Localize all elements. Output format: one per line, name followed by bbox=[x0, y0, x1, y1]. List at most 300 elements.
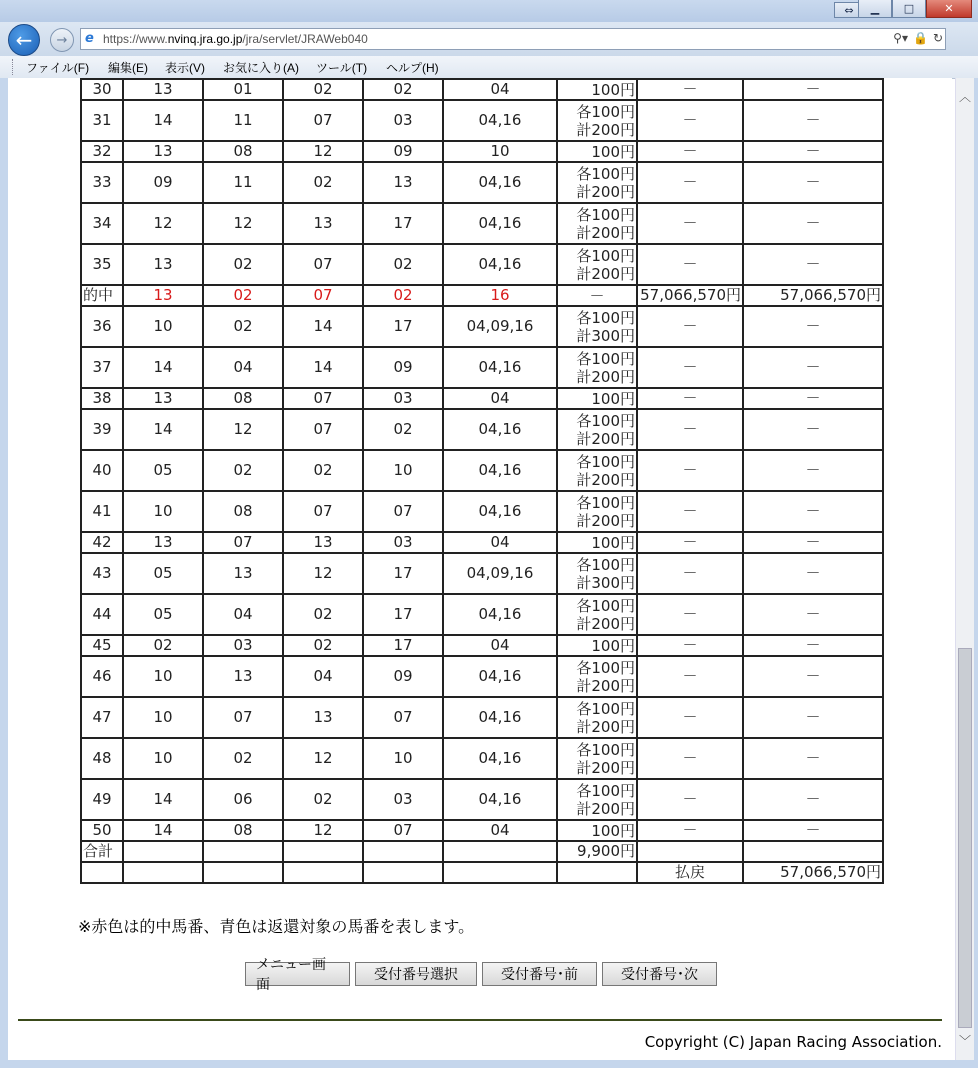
table-cell: － bbox=[743, 306, 883, 347]
refund-amount: 57,066,570円 bbox=[743, 862, 883, 883]
amount-line: 各100円 bbox=[576, 164, 635, 183]
amount-cell bbox=[557, 162, 637, 203]
window-frame-left bbox=[0, 78, 8, 1068]
table-cell: 36 bbox=[81, 306, 123, 347]
table-cell: 09 bbox=[123, 162, 203, 203]
table-row bbox=[81, 141, 883, 162]
footer-divider bbox=[18, 1019, 942, 1021]
table-row bbox=[81, 347, 883, 388]
amount-cell bbox=[557, 388, 637, 409]
table-row bbox=[81, 162, 883, 203]
table-cell: － bbox=[743, 656, 883, 697]
table-cell: 04,09,16 bbox=[443, 306, 557, 347]
amount-cell bbox=[557, 244, 637, 285]
table-cell bbox=[81, 862, 123, 883]
table-row bbox=[81, 594, 883, 635]
table-cell: － bbox=[637, 532, 743, 553]
table-cell: 12 bbox=[283, 141, 363, 162]
table-cell: 57,066,570円 bbox=[637, 285, 743, 306]
table-cell: － bbox=[743, 162, 883, 203]
table-cell: 07 bbox=[363, 820, 443, 841]
table-cell: 13 bbox=[123, 388, 203, 409]
table-cell: 14 bbox=[123, 779, 203, 820]
table-row bbox=[81, 697, 883, 738]
url-path: /jra/servlet/JRAWeb040 bbox=[242, 32, 368, 46]
table-cell: － bbox=[743, 532, 883, 553]
table-cell: 04,16 bbox=[443, 162, 557, 203]
table-cell bbox=[203, 841, 283, 862]
toolbar-grip bbox=[12, 59, 15, 75]
receipt-prev-button[interactable]: 受付番号･前 bbox=[482, 962, 597, 986]
table-cell: 16 bbox=[443, 285, 557, 306]
table-cell: 08 bbox=[203, 491, 283, 532]
menu-edit[interactable]: 編集(E) bbox=[108, 61, 148, 75]
table-cell: 04,16 bbox=[443, 347, 557, 388]
table-cell: 02 bbox=[363, 244, 443, 285]
amount-line: 各100円 bbox=[576, 658, 635, 677]
table-cell: 03 bbox=[363, 100, 443, 141]
menu-file[interactable]: ファイル(F) bbox=[26, 61, 90, 75]
table-cell: 04,16 bbox=[443, 409, 557, 450]
refund-row bbox=[81, 862, 883, 883]
amount-cell bbox=[557, 697, 637, 738]
table-cell: 02 bbox=[123, 635, 203, 656]
table-cell: 04,16 bbox=[443, 100, 557, 141]
table-cell bbox=[123, 862, 203, 883]
table-cell: － bbox=[743, 738, 883, 779]
amount-cell bbox=[557, 100, 637, 141]
table-cell: 03 bbox=[203, 635, 283, 656]
table-cell: 49 bbox=[81, 779, 123, 820]
table-row bbox=[81, 244, 883, 285]
url-domain: nvinq.jra.go.jp bbox=[167, 32, 243, 46]
table-cell: － bbox=[743, 450, 883, 491]
table-cell: 02 bbox=[283, 162, 363, 203]
amount-line: 100円 bbox=[591, 821, 635, 840]
amount-total-line: 計200円 bbox=[576, 429, 635, 448]
back-button[interactable] bbox=[8, 24, 40, 56]
table-cell: 17 bbox=[363, 635, 443, 656]
menu-help[interactable]: ヘルプ(H) bbox=[386, 61, 439, 75]
table-cell: 45 bbox=[81, 635, 123, 656]
amount-line: 各100円 bbox=[576, 781, 635, 800]
table-cell: 06 bbox=[203, 779, 283, 820]
table-cell: 13 bbox=[123, 532, 203, 553]
table-cell: － bbox=[743, 244, 883, 285]
table-cell: 08 bbox=[203, 820, 283, 841]
table-cell: － bbox=[743, 141, 883, 162]
amount-cell bbox=[557, 450, 637, 491]
table-cell: 03 bbox=[363, 532, 443, 553]
table-cell: 13 bbox=[203, 553, 283, 594]
amount-line: 各100円 bbox=[576, 493, 635, 512]
table-cell: 10 bbox=[443, 141, 557, 162]
table-cell: － bbox=[743, 347, 883, 388]
table-cell: 04,16 bbox=[443, 779, 557, 820]
table-cell: 03 bbox=[363, 388, 443, 409]
maximize-button[interactable]: □ bbox=[892, 0, 926, 18]
table-cell: 17 bbox=[363, 594, 443, 635]
table-cell: 09 bbox=[363, 141, 443, 162]
table-cell: 13 bbox=[123, 141, 203, 162]
forward-arrow-icon: → bbox=[56, 32, 68, 48]
table-cell: 14 bbox=[123, 100, 203, 141]
total-amount: 9,900円 bbox=[557, 841, 637, 862]
table-cell: 13 bbox=[363, 162, 443, 203]
scroll-down-icon[interactable]: ﹀ bbox=[958, 1034, 971, 1048]
table-cell: 14 bbox=[123, 820, 203, 841]
table-cell: 04,16 bbox=[443, 594, 557, 635]
table-cell: 38 bbox=[81, 388, 123, 409]
amount-cell bbox=[557, 656, 637, 697]
amount-line: 100円 bbox=[591, 533, 635, 552]
table-cell: 07 bbox=[283, 491, 363, 532]
table-cell: 02 bbox=[283, 779, 363, 820]
menu-tools[interactable]: ツール(T) bbox=[316, 61, 368, 75]
table-cell: 11 bbox=[203, 162, 283, 203]
table-cell: 47 bbox=[81, 697, 123, 738]
scroll-up-icon[interactable]: ︿ bbox=[958, 90, 971, 104]
minimize-button[interactable]: ▁ bbox=[858, 0, 892, 18]
table-cell: 04,16 bbox=[443, 738, 557, 779]
table-cell: 13 bbox=[283, 697, 363, 738]
table-cell: － bbox=[637, 594, 743, 635]
lock-icon[interactable]: 🔒 bbox=[912, 31, 928, 45]
table-cell: － bbox=[637, 100, 743, 141]
menu-favorites[interactable]: お気に入り(A) bbox=[223, 61, 299, 75]
table-cell: 02 bbox=[283, 79, 363, 100]
table-cell: － bbox=[637, 306, 743, 347]
table-cell: － bbox=[743, 553, 883, 594]
table-cell bbox=[443, 841, 557, 862]
amount-cell bbox=[557, 203, 637, 244]
table-cell: 10 bbox=[123, 697, 203, 738]
restore-tab-icon[interactable]: ⇔ bbox=[834, 2, 864, 18]
scroll-thumb[interactable] bbox=[958, 648, 972, 1028]
table-cell: 30 bbox=[81, 79, 123, 100]
amount-total-line: 計200円 bbox=[576, 264, 635, 283]
amount-total-line: 計300円 bbox=[576, 326, 635, 345]
total-label: 合計 bbox=[81, 841, 123, 862]
table-row bbox=[81, 203, 883, 244]
amount-line: 各100円 bbox=[576, 452, 635, 471]
table-cell: － bbox=[743, 79, 883, 100]
close-button[interactable]: ✕ bbox=[926, 0, 972, 18]
table-cell: － bbox=[637, 141, 743, 162]
table-cell: 14 bbox=[123, 347, 203, 388]
table-cell: 46 bbox=[81, 656, 123, 697]
hit-row bbox=[81, 285, 883, 306]
table-cell: － bbox=[637, 347, 743, 388]
table-cell: 37 bbox=[81, 347, 123, 388]
amount-line: 100円 bbox=[591, 142, 635, 161]
legend-note: ※赤色は的中馬番、青色は返還対象の馬番を表します。 bbox=[78, 917, 475, 936]
table-cell: 09 bbox=[363, 656, 443, 697]
amount-line: 各100円 bbox=[576, 411, 635, 430]
table-cell: 12 bbox=[123, 203, 203, 244]
amount-cell bbox=[557, 285, 637, 306]
menu-bar bbox=[0, 56, 978, 79]
table-cell: － bbox=[637, 820, 743, 841]
amount-total-line: 計200円 bbox=[576, 676, 635, 695]
table-row bbox=[81, 553, 883, 594]
table-cell: 32 bbox=[81, 141, 123, 162]
amount-line: 各100円 bbox=[576, 349, 635, 368]
table-cell: 02 bbox=[283, 450, 363, 491]
amount-total-line: 計200円 bbox=[576, 367, 635, 386]
table-cell: － bbox=[637, 491, 743, 532]
table-cell: 13 bbox=[283, 532, 363, 553]
table-cell bbox=[363, 862, 443, 883]
table-cell: － bbox=[637, 162, 743, 203]
total-row bbox=[81, 841, 883, 862]
table-cell: 57,066,570円 bbox=[743, 285, 883, 306]
table-cell: 04 bbox=[443, 820, 557, 841]
table-cell: 04,16 bbox=[443, 244, 557, 285]
table-cell: 07 bbox=[363, 697, 443, 738]
table-row bbox=[81, 79, 883, 100]
table-cell: 07 bbox=[283, 100, 363, 141]
table-cell: 02 bbox=[203, 244, 283, 285]
table-cell: 10 bbox=[123, 491, 203, 532]
table-cell: － bbox=[743, 203, 883, 244]
table-cell: 33 bbox=[81, 162, 123, 203]
table-cell bbox=[443, 862, 557, 883]
table-row bbox=[81, 656, 883, 697]
amount-cell bbox=[557, 532, 637, 553]
table-cell: 12 bbox=[283, 738, 363, 779]
table-row bbox=[81, 635, 883, 656]
table-cell: － bbox=[637, 388, 743, 409]
table-cell: 02 bbox=[203, 450, 283, 491]
table-cell: 44 bbox=[81, 594, 123, 635]
refresh-icon[interactable]: ↻ bbox=[932, 31, 943, 45]
table-cell: 14 bbox=[123, 409, 203, 450]
table-cell: － bbox=[743, 820, 883, 841]
table-cell: 05 bbox=[123, 450, 203, 491]
table-cell: － bbox=[637, 244, 743, 285]
table-cell bbox=[557, 862, 637, 883]
address-bar[interactable] bbox=[80, 28, 946, 50]
table-cell: － bbox=[743, 409, 883, 450]
table-cell: － bbox=[637, 635, 743, 656]
table-cell: 03 bbox=[363, 779, 443, 820]
table-cell: 10 bbox=[123, 306, 203, 347]
table-cell: － bbox=[637, 450, 743, 491]
window-titlebar bbox=[0, 0, 978, 22]
table-cell: 31 bbox=[81, 100, 123, 141]
forward-button[interactable] bbox=[50, 28, 74, 52]
table-cell: 48 bbox=[81, 738, 123, 779]
table-cell: 02 bbox=[203, 285, 283, 306]
amount-cell bbox=[557, 738, 637, 779]
table-cell: 04 bbox=[203, 347, 283, 388]
table-cell: 04 bbox=[283, 656, 363, 697]
table-cell: 02 bbox=[363, 79, 443, 100]
amount-cell bbox=[557, 409, 637, 450]
table-cell: 07 bbox=[283, 409, 363, 450]
table-cell: 05 bbox=[123, 594, 203, 635]
table-cell: 04,16 bbox=[443, 450, 557, 491]
table-row bbox=[81, 409, 883, 450]
table-cell: 02 bbox=[203, 306, 283, 347]
table-cell: 07 bbox=[283, 388, 363, 409]
amount-line: 各100円 bbox=[576, 596, 635, 615]
amount-line: 各100円 bbox=[576, 205, 635, 224]
amount-cell bbox=[557, 491, 637, 532]
amount-total-line: 計200円 bbox=[576, 614, 635, 633]
page-content bbox=[8, 78, 952, 1060]
table-cell: 11 bbox=[203, 100, 283, 141]
table-cell: 43 bbox=[81, 553, 123, 594]
back-arrow-icon: ← bbox=[15, 28, 33, 52]
table-cell: 04 bbox=[443, 532, 557, 553]
address-url[interactable] bbox=[103, 32, 368, 46]
button-row bbox=[245, 957, 717, 993]
table-cell: 35 bbox=[81, 244, 123, 285]
vertical-scrollbar[interactable] bbox=[955, 78, 974, 1060]
table-cell: 40 bbox=[81, 450, 123, 491]
table-cell: 02 bbox=[283, 635, 363, 656]
amount-line: 各100円 bbox=[576, 555, 635, 574]
table-cell: 02 bbox=[203, 738, 283, 779]
table-cell: 04,16 bbox=[443, 697, 557, 738]
table-cell: 34 bbox=[81, 203, 123, 244]
amount-line: － bbox=[589, 286, 605, 305]
amount-cell bbox=[557, 553, 637, 594]
table-cell: － bbox=[637, 656, 743, 697]
table-row bbox=[81, 491, 883, 532]
table-cell: － bbox=[743, 635, 883, 656]
amount-total-line: 計200円 bbox=[576, 223, 635, 242]
table-cell bbox=[123, 841, 203, 862]
table-cell: 04 bbox=[443, 79, 557, 100]
table-cell: 13 bbox=[203, 656, 283, 697]
table-cell: 12 bbox=[283, 820, 363, 841]
table-cell: 02 bbox=[363, 285, 443, 306]
amount-cell bbox=[557, 594, 637, 635]
amount-total-line: 計300円 bbox=[576, 573, 635, 592]
search-icon[interactable]: ⚲▾ bbox=[893, 31, 908, 45]
table-cell: 08 bbox=[203, 141, 283, 162]
table-cell: 12 bbox=[283, 553, 363, 594]
amount-total-line: 計200円 bbox=[576, 799, 635, 818]
table-cell: 08 bbox=[203, 388, 283, 409]
table-cell: 12 bbox=[203, 203, 283, 244]
amount-cell bbox=[557, 820, 637, 841]
table-cell: 02 bbox=[363, 409, 443, 450]
amount-cell bbox=[557, 347, 637, 388]
table-cell: － bbox=[637, 697, 743, 738]
table-cell bbox=[283, 862, 363, 883]
ie-page-icon: e bbox=[85, 31, 94, 46]
table-cell: 10 bbox=[123, 738, 203, 779]
table-cell: 14 bbox=[283, 347, 363, 388]
table-cell: 13 bbox=[123, 79, 203, 100]
table-cell: 04 bbox=[443, 388, 557, 409]
table-cell: 12 bbox=[203, 409, 283, 450]
amount-line: 各100円 bbox=[576, 246, 635, 265]
amount-line: 各100円 bbox=[576, 308, 635, 327]
amount-cell bbox=[557, 779, 637, 820]
table-row bbox=[81, 738, 883, 779]
table-cell: 42 bbox=[81, 532, 123, 553]
table-row bbox=[81, 306, 883, 347]
window-frame-bottom bbox=[0, 1060, 978, 1068]
receipt-next-button[interactable]: 受付番号･次 bbox=[602, 962, 717, 986]
table-cell: 17 bbox=[363, 553, 443, 594]
table-cell: 13 bbox=[123, 244, 203, 285]
receipt-select-button[interactable]: 受付番号選択 bbox=[355, 962, 477, 986]
table-cell: 14 bbox=[283, 306, 363, 347]
amount-total-line: 計200円 bbox=[576, 182, 635, 201]
table-cell: 07 bbox=[283, 244, 363, 285]
table-cell bbox=[203, 862, 283, 883]
table-cell: － bbox=[637, 79, 743, 100]
table-cell: － bbox=[637, 779, 743, 820]
amount-cell bbox=[557, 79, 637, 100]
table-cell: － bbox=[743, 491, 883, 532]
table-cell: 41 bbox=[81, 491, 123, 532]
table-cell: 10 bbox=[363, 450, 443, 491]
table-cell: 50 bbox=[81, 820, 123, 841]
amount-total-line: 計200円 bbox=[576, 120, 635, 139]
amount-total-line: 計200円 bbox=[576, 758, 635, 777]
amount-line: 各100円 bbox=[576, 699, 635, 718]
table-cell bbox=[363, 841, 443, 862]
table-cell: 04,16 bbox=[443, 203, 557, 244]
menu-view[interactable]: 表示(V) bbox=[165, 61, 205, 75]
table-row bbox=[81, 388, 883, 409]
table-cell: 的中 bbox=[81, 285, 123, 306]
table-cell: 07 bbox=[203, 532, 283, 553]
amount-line: 各100円 bbox=[576, 102, 635, 121]
table-cell: 04,16 bbox=[443, 491, 557, 532]
table-cell: － bbox=[743, 100, 883, 141]
table-cell: － bbox=[637, 409, 743, 450]
table-row bbox=[81, 100, 883, 141]
table-cell: 17 bbox=[363, 203, 443, 244]
bet-table-body bbox=[81, 78, 883, 883]
table-cell: － bbox=[637, 203, 743, 244]
table-cell: － bbox=[743, 779, 883, 820]
amount-line: 100円 bbox=[591, 636, 635, 655]
table-cell: 13 bbox=[123, 285, 203, 306]
amount-total-line: 計200円 bbox=[576, 511, 635, 530]
amount-line: 100円 bbox=[591, 80, 635, 99]
table-row bbox=[81, 450, 883, 491]
table-row bbox=[81, 532, 883, 553]
table-cell: － bbox=[637, 553, 743, 594]
table-cell: 04,09,16 bbox=[443, 553, 557, 594]
bet-table bbox=[80, 78, 884, 884]
table-cell: 04 bbox=[443, 635, 557, 656]
table-cell: 04,16 bbox=[443, 656, 557, 697]
table-row bbox=[81, 779, 883, 820]
table-cell: － bbox=[637, 738, 743, 779]
table-cell: 10 bbox=[363, 738, 443, 779]
amount-line: 各100円 bbox=[576, 740, 635, 759]
amount-total-line: 計200円 bbox=[576, 717, 635, 736]
url-prefix: https://www. bbox=[103, 32, 168, 46]
amount-cell bbox=[557, 306, 637, 347]
table-cell: 01 bbox=[203, 79, 283, 100]
table-cell: 17 bbox=[363, 306, 443, 347]
menu-screen-button[interactable]: メニュー画面 bbox=[245, 962, 350, 986]
amount-cell bbox=[557, 635, 637, 656]
table-cell bbox=[283, 841, 363, 862]
amount-cell bbox=[557, 141, 637, 162]
